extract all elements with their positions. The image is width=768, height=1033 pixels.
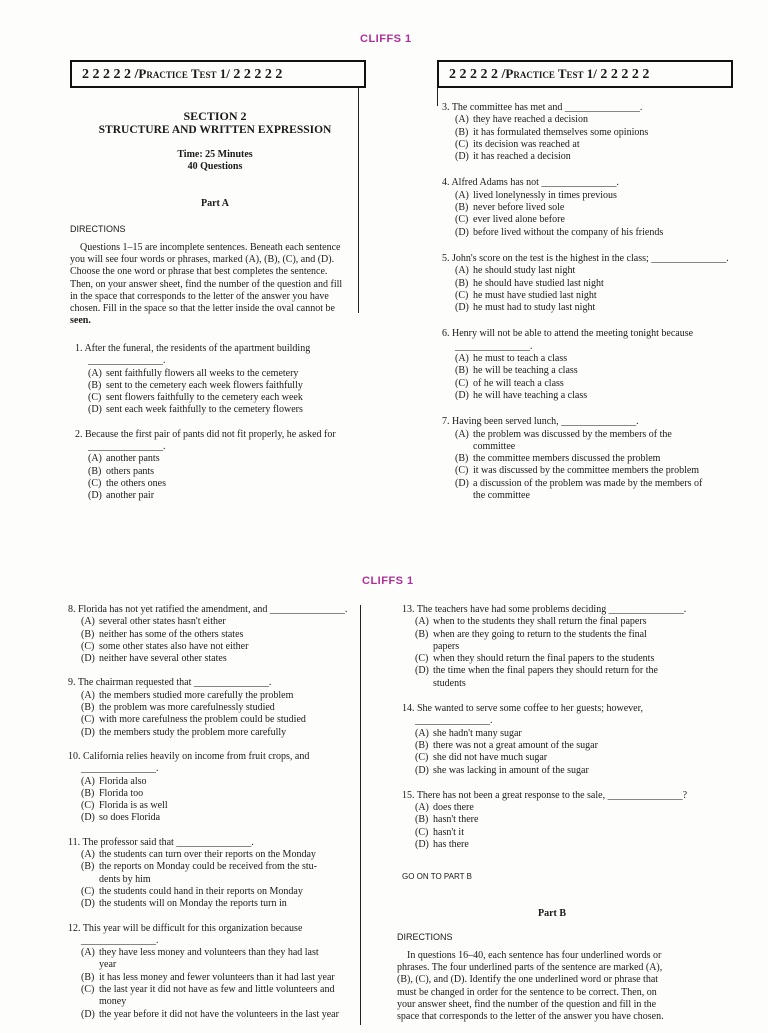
option-text: the time when the final papers they should return for the bbox=[433, 665, 658, 677]
answer-option bbox=[442, 302, 742, 314]
option-text: has there bbox=[433, 839, 469, 851]
option-text: sent faithfully flowers all weeks to the cemetery bbox=[106, 367, 299, 379]
option-letter: (B) bbox=[455, 453, 469, 465]
answer-option bbox=[75, 380, 360, 392]
option-letter: (C) bbox=[455, 289, 469, 301]
option-text: it has reached a decision bbox=[473, 151, 571, 163]
answer-option bbox=[68, 959, 358, 971]
option-letter: (B) bbox=[455, 202, 469, 214]
option-letter: (D) bbox=[455, 389, 469, 401]
option-letter: (A) bbox=[415, 802, 429, 814]
answer-option bbox=[442, 390, 742, 402]
go-on-to-part-b: GO ON TO PART B bbox=[402, 872, 472, 881]
option-text: others pants bbox=[106, 465, 155, 477]
option-text: when they should return the final papers to the students bbox=[433, 653, 655, 665]
option-text: they have reached a decision bbox=[473, 114, 588, 126]
option-letter: (B) bbox=[81, 628, 95, 640]
option-text: the members study the problem more carefully bbox=[99, 726, 287, 738]
part-b-line: your answer sheet, find the number of the question and fill in the bbox=[397, 998, 657, 1010]
option-text: ever lived alone before bbox=[473, 214, 565, 226]
directions-line: Questions 1–15 are incomplete sentences. Beneath each sentence bbox=[80, 242, 341, 253]
answer-option bbox=[68, 1009, 358, 1021]
banner-left-mid: Practice Test 1/ bbox=[138, 66, 230, 81]
answer-option bbox=[402, 814, 702, 826]
answer-option bbox=[402, 653, 702, 665]
answer-option bbox=[68, 788, 358, 800]
option-letter: (D) bbox=[415, 665, 429, 677]
answer-option bbox=[442, 265, 742, 277]
option-letter: (A) bbox=[81, 947, 95, 959]
answer-option bbox=[442, 151, 742, 163]
question bbox=[68, 751, 358, 825]
question-stem: 15. There has not been a great response to the sale, _______________? bbox=[402, 789, 688, 801]
option-text: dents by him bbox=[99, 873, 151, 885]
option-letter: (A) bbox=[88, 367, 102, 379]
part-a-title: Part A bbox=[200, 198, 230, 209]
option-text: when to the students they shall return the final papers bbox=[433, 616, 647, 628]
answer-option bbox=[68, 996, 358, 1008]
option-letter: (D) bbox=[415, 839, 429, 851]
question bbox=[402, 703, 702, 777]
option-text: he should have studied last night bbox=[473, 277, 604, 289]
question-stem: 8. Florida has not yet ratified the amendment, and _______________. bbox=[68, 604, 348, 615]
answer-option bbox=[442, 478, 742, 490]
answer-option bbox=[68, 874, 358, 886]
answer-option bbox=[402, 765, 702, 777]
option-letter: (C) bbox=[455, 465, 469, 477]
answer-option bbox=[402, 629, 702, 641]
answer-option bbox=[75, 453, 360, 465]
option-text: the committee members discussed the problem bbox=[473, 453, 661, 465]
answer-option bbox=[75, 392, 360, 404]
directions-line: chosen. Fill in the space so that the letter inside the oval cannot be bbox=[70, 303, 335, 315]
option-text: sent flowers faithfully to the cemetery each week bbox=[106, 392, 303, 404]
answer-option bbox=[402, 827, 702, 839]
option-letter: (C) bbox=[81, 984, 95, 996]
question bbox=[442, 177, 742, 238]
answer-option bbox=[442, 127, 742, 139]
answer-option bbox=[442, 290, 742, 302]
question bbox=[75, 429, 360, 503]
answer-option bbox=[68, 702, 358, 714]
option-text: lived lonelynessly in times previous bbox=[473, 189, 617, 201]
question-stem: 13. The teachers have had some problems deciding _______________. bbox=[402, 604, 687, 615]
answer-option bbox=[68, 886, 358, 898]
question bbox=[442, 416, 742, 502]
answer-option bbox=[402, 728, 702, 740]
question-stem: 11. The professor said that _______________. bbox=[68, 836, 254, 848]
option-letter: (A) bbox=[455, 265, 469, 277]
answer-option bbox=[442, 453, 742, 465]
option-text: he must have studied last night bbox=[473, 289, 597, 301]
option-letter: (B) bbox=[455, 365, 469, 377]
option-text: the last year it did not have as few and little volunteers and bbox=[99, 984, 335, 996]
option-text: committee bbox=[473, 440, 516, 452]
option-text: he will be teaching a class bbox=[473, 365, 578, 377]
question bbox=[442, 253, 742, 314]
option-text: the students can turn over their reports on the Monday bbox=[99, 849, 316, 861]
answer-option bbox=[402, 678, 702, 690]
section-time: Time: 25 Minutes bbox=[177, 149, 253, 160]
option-letter: (D) bbox=[81, 726, 95, 738]
part-b-line: space that corresponds to the letter of the answer you have chosen. bbox=[397, 1011, 664, 1023]
question-stem: 12. This year will be difficult for this organization because bbox=[68, 922, 303, 934]
option-letter: (A) bbox=[415, 616, 429, 628]
answer-option bbox=[402, 616, 702, 628]
option-text: he will have teaching a class bbox=[473, 389, 588, 401]
option-letter: (D) bbox=[81, 898, 95, 910]
option-text: they have less money and volunteers than they had last bbox=[99, 947, 319, 959]
question-stem: 1. After the funeral, the residents of the apartment building bbox=[75, 343, 311, 354]
answer-option bbox=[68, 776, 358, 788]
option-text: sent to the cemetery each week flowers faithfully bbox=[106, 379, 303, 391]
cliffs-header-top: CLIFFS 1 bbox=[360, 33, 412, 45]
answer-option bbox=[68, 653, 358, 665]
answer-option bbox=[68, 861, 358, 873]
option-text: he should study last night bbox=[473, 265, 576, 277]
answer-option bbox=[75, 368, 360, 380]
answer-option bbox=[68, 972, 358, 984]
option-letter: (B) bbox=[81, 971, 95, 983]
part-b-line: (B), (C), and (D). Identify the one underlined word or phrase that bbox=[397, 974, 659, 986]
option-letter: (B) bbox=[415, 628, 429, 640]
option-letter: (D) bbox=[455, 302, 469, 314]
banner-left-post: 2 2 2 2 2 bbox=[229, 67, 283, 82]
banner-right-pre: 2 2 2 2 2 / bbox=[449, 67, 506, 82]
option-text: never before lived sole bbox=[473, 202, 565, 214]
option-letter: (D) bbox=[81, 812, 95, 824]
column-rule-lower bbox=[360, 605, 361, 1025]
option-text: a discussion of the problem was made by the members of bbox=[473, 477, 703, 489]
banner-right-post: 2 2 2 2 2 bbox=[596, 67, 650, 82]
option-letter: (A) bbox=[455, 189, 469, 201]
answer-option bbox=[402, 839, 702, 851]
part-b-line: phrases. The four underlined parts of the sentence are marked (A), bbox=[397, 962, 663, 974]
answer-option bbox=[68, 714, 358, 726]
answer-option bbox=[68, 898, 358, 910]
question-group-top-right bbox=[442, 102, 742, 516]
question bbox=[68, 923, 358, 1021]
answer-option bbox=[75, 478, 360, 490]
banner-right-mid: Practice Test 1/ bbox=[505, 66, 597, 81]
option-letter: (B) bbox=[81, 861, 95, 873]
option-letter: (A) bbox=[81, 849, 95, 861]
answer-option bbox=[68, 800, 358, 812]
answer-option bbox=[68, 690, 358, 702]
option-letter: (A) bbox=[81, 775, 95, 787]
answer-option bbox=[402, 752, 702, 764]
option-letter: (D) bbox=[415, 764, 429, 776]
answer-option bbox=[442, 490, 742, 502]
option-letter: (B) bbox=[81, 702, 95, 714]
directions-line: in the space that corresponds to the letter of the answer you have bbox=[70, 290, 329, 302]
option-letter: (D) bbox=[455, 226, 469, 238]
answer-option bbox=[442, 190, 742, 202]
part-b-line: must be changed in order for the sentence to be correct. Then, on bbox=[397, 986, 657, 998]
option-letter: (B) bbox=[415, 814, 429, 826]
question bbox=[442, 328, 742, 402]
option-letter: (D) bbox=[81, 1008, 95, 1020]
option-letter: (C) bbox=[81, 640, 95, 652]
option-text: the year before it did not have the volunteers in the last year bbox=[99, 1008, 339, 1020]
question-group-bottom-right bbox=[402, 604, 702, 864]
section-subtitle: STRUCTURE AND WRITTEN EXPRESSION bbox=[98, 124, 332, 136]
question bbox=[442, 102, 742, 163]
option-text: some other states also have not either bbox=[99, 640, 249, 652]
option-text: several other states hasn't either bbox=[99, 616, 226, 628]
option-letter: (C) bbox=[81, 885, 95, 897]
question-stem: 14. She wanted to serve some coffee to her guests; however, bbox=[402, 703, 644, 715]
part-b-directions-label: DIRECTIONS bbox=[397, 932, 453, 942]
option-text: the reports on Monday could be received from the stu- bbox=[99, 861, 317, 873]
option-text: papers bbox=[433, 640, 460, 652]
option-text: the problem was more carefulnessly studied bbox=[99, 702, 275, 714]
answer-option bbox=[442, 465, 742, 477]
option-letter: (C) bbox=[415, 752, 429, 764]
option-letter: (A) bbox=[455, 428, 469, 440]
question-stem: _______________. bbox=[81, 934, 159, 946]
question-stem: 2. Because the first pair of pants did not fit properly, he asked for bbox=[75, 428, 336, 440]
option-text: another pants bbox=[106, 453, 160, 465]
option-letter: (A) bbox=[415, 727, 429, 739]
option-text: the members studied more carefully the problem bbox=[99, 689, 294, 701]
option-text: the committee bbox=[473, 490, 530, 502]
answer-option bbox=[442, 365, 742, 377]
question-group-top-left bbox=[75, 343, 360, 515]
question-stem: _______________. bbox=[88, 441, 166, 453]
answer-option bbox=[442, 114, 742, 126]
directions-line: you will see four words or phrases, marked (A), (B), (C), and (D). bbox=[70, 254, 335, 266]
answer-option bbox=[402, 740, 702, 752]
option-letter: (C) bbox=[88, 477, 102, 489]
option-letter: (D) bbox=[455, 477, 469, 489]
answer-option bbox=[75, 490, 360, 502]
directions-line: seen. bbox=[70, 315, 91, 327]
answer-option bbox=[75, 466, 360, 478]
option-text: of he will teach a class bbox=[473, 377, 564, 389]
question-stem: 10. California relies heavily on income from fruit crops, and bbox=[68, 750, 310, 762]
option-letter: (B) bbox=[455, 126, 469, 138]
option-letter: (B) bbox=[455, 277, 469, 289]
answer-option bbox=[442, 227, 742, 239]
option-letter: (A) bbox=[88, 453, 102, 465]
answer-option bbox=[442, 139, 742, 151]
option-text: neither has some of the others states bbox=[99, 628, 244, 640]
option-text: the others ones bbox=[106, 477, 166, 489]
option-letter: (C) bbox=[455, 138, 469, 150]
answer-option bbox=[68, 947, 358, 959]
option-text: Florida too bbox=[99, 787, 144, 799]
option-letter: (C) bbox=[81, 800, 95, 812]
option-letter: (A) bbox=[81, 616, 95, 628]
option-letter: (C) bbox=[455, 214, 469, 226]
option-letter: (B) bbox=[88, 379, 102, 391]
option-text: so does Florida bbox=[99, 812, 161, 824]
column-rule-right bbox=[437, 88, 438, 106]
answer-option bbox=[442, 214, 742, 226]
question-stem: _______________. bbox=[81, 763, 159, 775]
option-text: before lived without the company of his friends bbox=[473, 226, 664, 238]
section-title: SECTION 2 bbox=[183, 109, 247, 123]
option-text: it has less money and fewer volunteers than it had last year bbox=[99, 971, 335, 983]
answer-option bbox=[68, 629, 358, 641]
option-letter: (C) bbox=[415, 826, 429, 838]
question-stem: 9. The chairman requested that _______________. bbox=[68, 677, 272, 689]
option-letter: (C) bbox=[415, 653, 429, 665]
option-text: neither have several other states bbox=[99, 653, 227, 665]
banner-left-pre: 2 2 2 2 2 / bbox=[82, 67, 139, 82]
option-letter: (A) bbox=[81, 689, 95, 701]
option-text: the students could hand in their reports on Monday bbox=[99, 885, 303, 897]
option-text: students bbox=[433, 677, 466, 689]
option-letter: (D) bbox=[455, 151, 469, 163]
option-text: Florida is as well bbox=[99, 800, 168, 812]
question-stem: 6. Henry will not be able to attend the meeting tonight because bbox=[442, 328, 694, 340]
question-stem: 3. The committee has met and _______________. bbox=[442, 102, 643, 113]
option-text: he must had to study last night bbox=[473, 302, 596, 314]
answer-option bbox=[442, 278, 742, 290]
question-stem: _______________. bbox=[455, 340, 533, 352]
option-text: year bbox=[99, 959, 117, 971]
option-text: the students will on Monday the reports turn in bbox=[99, 898, 287, 910]
question bbox=[402, 790, 702, 851]
question-group-bottom-left bbox=[68, 604, 358, 1033]
option-text: the problem was discussed by the members of the bbox=[473, 428, 672, 440]
option-text: it was discussed by the committee members the problem bbox=[473, 465, 700, 477]
answer-option bbox=[442, 429, 742, 441]
question-stem: _______________. bbox=[415, 715, 493, 727]
directions-label: DIRECTIONS bbox=[70, 224, 126, 234]
answer-option bbox=[442, 202, 742, 214]
part-b-title: Part B bbox=[537, 908, 567, 919]
option-letter: (B) bbox=[88, 465, 102, 477]
question bbox=[68, 837, 358, 911]
question-stem: 7. Having been served lunch, _______________. bbox=[442, 416, 639, 428]
option-letter: (D) bbox=[88, 490, 102, 502]
answer-option bbox=[402, 802, 702, 814]
option-text: its decision was reached at bbox=[473, 138, 580, 150]
answer-option bbox=[68, 812, 358, 824]
question-stem: _______________. bbox=[88, 355, 166, 367]
option-text: money bbox=[99, 996, 127, 1008]
option-text: hasn't there bbox=[433, 814, 479, 826]
option-text: hasn't it bbox=[433, 826, 464, 838]
answer-option bbox=[402, 641, 702, 653]
question bbox=[402, 604, 702, 690]
option-text: sent each week faithfully to the cemetery flowers bbox=[106, 404, 303, 416]
directions-paragraph bbox=[70, 242, 358, 327]
banner-right bbox=[437, 60, 733, 88]
option-letter: (C) bbox=[81, 714, 95, 726]
question bbox=[68, 677, 358, 738]
option-letter: (C) bbox=[88, 392, 102, 404]
option-letter: (D) bbox=[81, 653, 95, 665]
answer-option bbox=[402, 665, 702, 677]
option-letter: (B) bbox=[81, 787, 95, 799]
option-letter: (B) bbox=[415, 739, 429, 751]
option-letter: (A) bbox=[455, 353, 469, 365]
answer-option bbox=[68, 641, 358, 653]
option-text: when are they going to return to the students the final bbox=[433, 628, 647, 640]
answer-option bbox=[442, 441, 742, 453]
option-text: does there bbox=[433, 802, 474, 814]
section-question-count: 40 Questions bbox=[187, 161, 243, 172]
option-text: she did not have much sugar bbox=[433, 752, 548, 764]
option-letter: (C) bbox=[455, 377, 469, 389]
option-text: he must to teach a class bbox=[473, 353, 568, 365]
option-text: it has formulated themselves some opinions bbox=[473, 126, 649, 138]
directions-line: Then, on your answer sheet, find the number of the question and fill bbox=[70, 278, 343, 290]
option-text: Florida also bbox=[99, 775, 147, 787]
question bbox=[68, 604, 358, 665]
option-text: there was not a great amount of the sugar bbox=[433, 739, 598, 751]
option-text: another pair bbox=[106, 490, 155, 502]
option-text: she hadn't many sugar bbox=[433, 727, 522, 739]
answer-option bbox=[75, 404, 360, 416]
option-text: with more carefulness the problem could be studied bbox=[99, 714, 306, 726]
answer-option bbox=[68, 616, 358, 628]
question-stem: 5. John's score on the test is the highest in the class; _______________. bbox=[442, 252, 729, 264]
answer-option bbox=[442, 353, 742, 365]
question bbox=[75, 343, 360, 417]
part-b-directions-paragraph bbox=[397, 950, 707, 1023]
question-stem: 4. Alfred Adams has not _______________. bbox=[442, 177, 619, 189]
option-letter: (A) bbox=[455, 114, 469, 126]
option-text: she was lacking in amount of the sugar bbox=[433, 764, 589, 776]
directions-line: Choose the one word or phrase that best completes the sentence. bbox=[70, 266, 328, 278]
cliffs-header-mid: CLIFFS 1 bbox=[362, 575, 414, 587]
answer-option bbox=[442, 378, 742, 390]
answer-option bbox=[68, 984, 358, 996]
option-letter: (D) bbox=[88, 404, 102, 416]
answer-option bbox=[68, 849, 358, 861]
banner-left bbox=[70, 60, 366, 88]
answer-option bbox=[68, 727, 358, 739]
part-b-line: In questions 16–40, each sentence has four underlined words or bbox=[407, 950, 662, 961]
